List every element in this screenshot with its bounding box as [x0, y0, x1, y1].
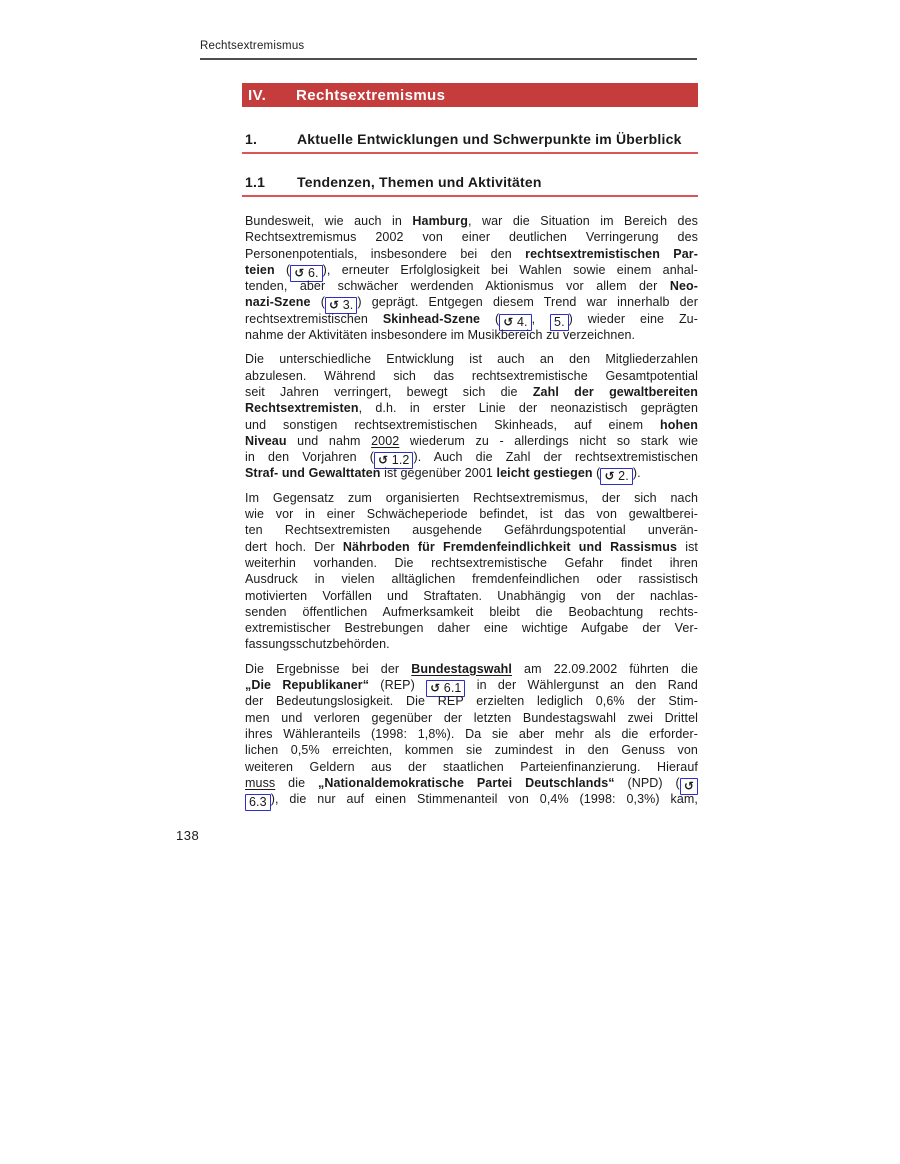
text-line: [245, 620, 698, 636]
text: seit Jahren verringert, bewegt sich die: [245, 384, 533, 399]
text-line: [245, 677, 698, 696]
text: rechtsextremistischen: [245, 311, 383, 326]
text-line: [245, 693, 698, 709]
text: extremistischer Bestrebungen daher eine wichtige Aufgabe der Ver-: [245, 621, 698, 636]
text: ,: [531, 311, 551, 326]
text: Die Ergebnisse bei der: [245, 661, 412, 676]
cross-reference-link[interactable]: ↺ 3.: [325, 297, 357, 314]
text: abzulesen. Während sich das rechtsextremistische Gesamtpotential: [245, 368, 698, 383]
text: wiederum zu - allerdings nicht so stark wie: [399, 433, 698, 448]
paragraph: [245, 490, 698, 653]
page-number: 138: [176, 828, 200, 843]
bold-text: Niveau: [245, 433, 287, 448]
circular-arrow-icon: ↺: [683, 778, 694, 793]
text-line: [245, 351, 698, 367]
text-line: [245, 400, 698, 416]
bold-text: Hamburg: [412, 214, 468, 228]
text: Ausdruck in vielen alltäglichen fremdenfeindlichen oder rassistisch: [245, 572, 698, 587]
text: ) wieder eine Zu-: [568, 311, 698, 326]
bold-text: Skinhead-Szene: [382, 311, 481, 326]
text: ihres Wähleranteils (1998: 1,8%). Da sie aber mehr als die erforder-: [245, 726, 698, 741]
text: ), erneuter Erfolglosigkeit bei Wahlen sowie einem anhal-: [322, 262, 698, 277]
text: und nahm: [286, 433, 372, 448]
chapter-title: Rechtsextremismus: [296, 86, 446, 104]
text-line: [245, 417, 698, 433]
text-line: [245, 539, 698, 555]
circular-arrow-icon: ↺: [604, 469, 615, 484]
text: (: [480, 311, 500, 326]
circular-arrow-icon: ↺: [503, 314, 514, 329]
text-line: [245, 726, 698, 742]
paragraph: [245, 661, 698, 808]
cross-reference-link[interactable]: ↺ 4.: [499, 314, 531, 331]
text: , d.h. in erster Linie der neonazistisch geprägten: [358, 401, 698, 416]
text-line: [245, 327, 698, 343]
bold-text: Straf- und Gewalttaten: [245, 466, 381, 481]
text: (NPD) (: [614, 775, 680, 790]
text-line: [245, 229, 698, 245]
text: weiteren Geldern aus der staatlichen Parteienfinanzierung. Hierauf: [245, 759, 698, 774]
bold-text: teien: [245, 262, 275, 277]
text: weiterhin vorhanden. Die rechtsextremistische Gefahr findet ihren: [245, 555, 698, 570]
body-paragraphs: [245, 213, 698, 815]
bold-text: „Nationaldemokratische Partei Deutschlands“: [318, 775, 615, 790]
text-line: [245, 368, 698, 384]
text: (: [592, 466, 601, 481]
bold-text: leicht gestiegen: [496, 466, 593, 481]
text: wie vor in einer Schwächeperiode befindet, ist das von gewaltberei-: [245, 507, 698, 522]
text-line: [245, 636, 698, 652]
text-line: [245, 588, 698, 604]
text-line: [245, 710, 698, 726]
text: ist: [677, 539, 698, 554]
section-heading-1: [242, 131, 698, 154]
bold-text: Rechtsextremisten: [245, 401, 359, 416]
text: fassungsschutzbehörden.: [245, 637, 390, 652]
text-line: [245, 465, 698, 484]
text: Im Gegensatz zum organisierten Rechtsextremismus, der sich nach: [245, 490, 698, 505]
text: ).: [632, 466, 641, 481]
text: in den Vorjahren (: [245, 450, 375, 465]
text: dert hoch. Der: [245, 539, 343, 554]
bold-text: hohen: [660, 417, 698, 432]
text-line: [245, 661, 698, 677]
text-line: [245, 522, 698, 538]
text-line: [245, 294, 698, 313]
text-line: [245, 742, 698, 758]
cross-reference-link[interactable]: ↺ 1.2: [374, 452, 413, 469]
bold-text: „Die Republikaner“: [245, 678, 370, 693]
text: (REP): [369, 678, 427, 693]
bold-text: Zahl der gewaltbereiten: [532, 384, 698, 399]
text: in der Wählergunst an den Rand: [465, 678, 698, 693]
bold-text: Neo-: [669, 279, 698, 294]
text-line: [245, 311, 698, 327]
text: (: [310, 295, 325, 310]
text: Die unterschiedliche Entwicklung ist auch an den Mitgliederzahlen: [245, 352, 698, 367]
paragraph: [245, 213, 698, 343]
text-line: [245, 759, 698, 775]
underlined-text: 2002: [371, 433, 400, 448]
underlined-text: muss: [245, 775, 276, 790]
chapter-banner: [242, 83, 698, 107]
text: Bundesweit, wie auch in: [245, 214, 413, 228]
chapter-number: IV.: [248, 86, 267, 104]
section-number: 1.1: [245, 174, 266, 190]
cross-reference-link[interactable]: 6.3: [245, 794, 271, 811]
text-line: [245, 262, 698, 278]
circular-arrow-icon: ↺: [329, 298, 340, 313]
section-title: Tendenzen, Themen und Aktivitäten: [297, 174, 542, 190]
text-line: [245, 449, 698, 468]
text: tenden, aber schwächer werdenden Aktionismus vor allem der: [245, 279, 670, 294]
text: (: [274, 262, 291, 277]
bold-text: rechtsextremistischen Par-: [525, 246, 698, 261]
section-number: 1.: [245, 131, 258, 147]
cross-reference-link[interactable]: ↺ 6.: [290, 265, 322, 282]
text-line: [245, 433, 698, 449]
text: lichen 0,5% erreichten, kommen sie zumindest in den Genuss von: [245, 743, 698, 758]
text-line: [245, 246, 698, 262]
text-line: [245, 490, 698, 506]
text: ten Rechtsextremisten ausgehende Gefährdungspotential unverän-: [245, 523, 698, 538]
circular-arrow-icon: ↺: [378, 453, 389, 468]
text: ist gegenüber 2001: [380, 466, 497, 481]
text-line: [245, 791, 698, 810]
section-title: Aktuelle Entwicklungen und Schwerpunkte im Überblick: [297, 131, 682, 147]
text-line: [245, 278, 698, 294]
text: Personenpotentials, insbesondere bei den: [245, 246, 526, 261]
text: men und verloren gegenüber der letzten Bundestagswahl zwei Drittel: [245, 710, 698, 725]
text: senden öffentlichen Aufmerksamkeit bleibt die Beobachtung rechts-: [245, 604, 698, 619]
text-line: [245, 506, 698, 522]
running-header: [200, 40, 697, 60]
text: der Bedeutungslosigkeit. Die REP erzielten lediglich 0,6% der Stim-: [245, 694, 698, 709]
text: Rechtsextremismus 2002 von einer deutlichen Verringerung des: [245, 230, 698, 245]
cross-reference-link[interactable]: ↺ 6.1: [426, 680, 465, 697]
text: motivierten Vorfällen und Straftaten. Unabhängig von der nachlas-: [245, 588, 698, 603]
text-line: [245, 213, 698, 229]
text: ). Auch die Zahl der rechtsextremistischen: [413, 450, 698, 465]
circular-arrow-icon: ↺: [430, 681, 441, 696]
bold-text: Nährboden für Fremdenfeindlichkeit und Rassismus: [342, 539, 678, 554]
text: am 22.09.2002 führten die: [511, 661, 699, 676]
text: und sonstigen rechtsextremistischen Skinheads, auf einem: [245, 417, 660, 432]
running-header-label: Rechtsextremismus: [200, 40, 305, 52]
bold-text: Bundestagswahl: [411, 661, 512, 676]
text-line: [245, 384, 698, 400]
text: nahme der Aktivitäten insbesondere im Musikbereich zu verzeichnen.: [245, 328, 636, 343]
circular-arrow-icon: ↺: [294, 265, 305, 280]
paragraph: [245, 351, 698, 484]
bold-text: nazi-Szene: [245, 295, 311, 310]
cross-reference-link[interactable]: 5.: [550, 314, 569, 331]
text: ), die nur auf einen Stimmenanteil von 0,4% (1998: 0,3%) kam,: [270, 792, 698, 807]
text-line: [245, 555, 698, 571]
text-line: [245, 571, 698, 587]
text: ) geprägt. Entgegen diesem Trend war innerhalb der: [357, 295, 698, 310]
text-line: [245, 604, 698, 620]
text-line: [245, 775, 698, 791]
text: die: [275, 775, 318, 790]
text: , war die Situation im Bereich des: [467, 214, 699, 228]
section-heading-1-1: [242, 174, 698, 197]
cross-reference-link[interactable]: ↺ 2.: [600, 468, 632, 485]
